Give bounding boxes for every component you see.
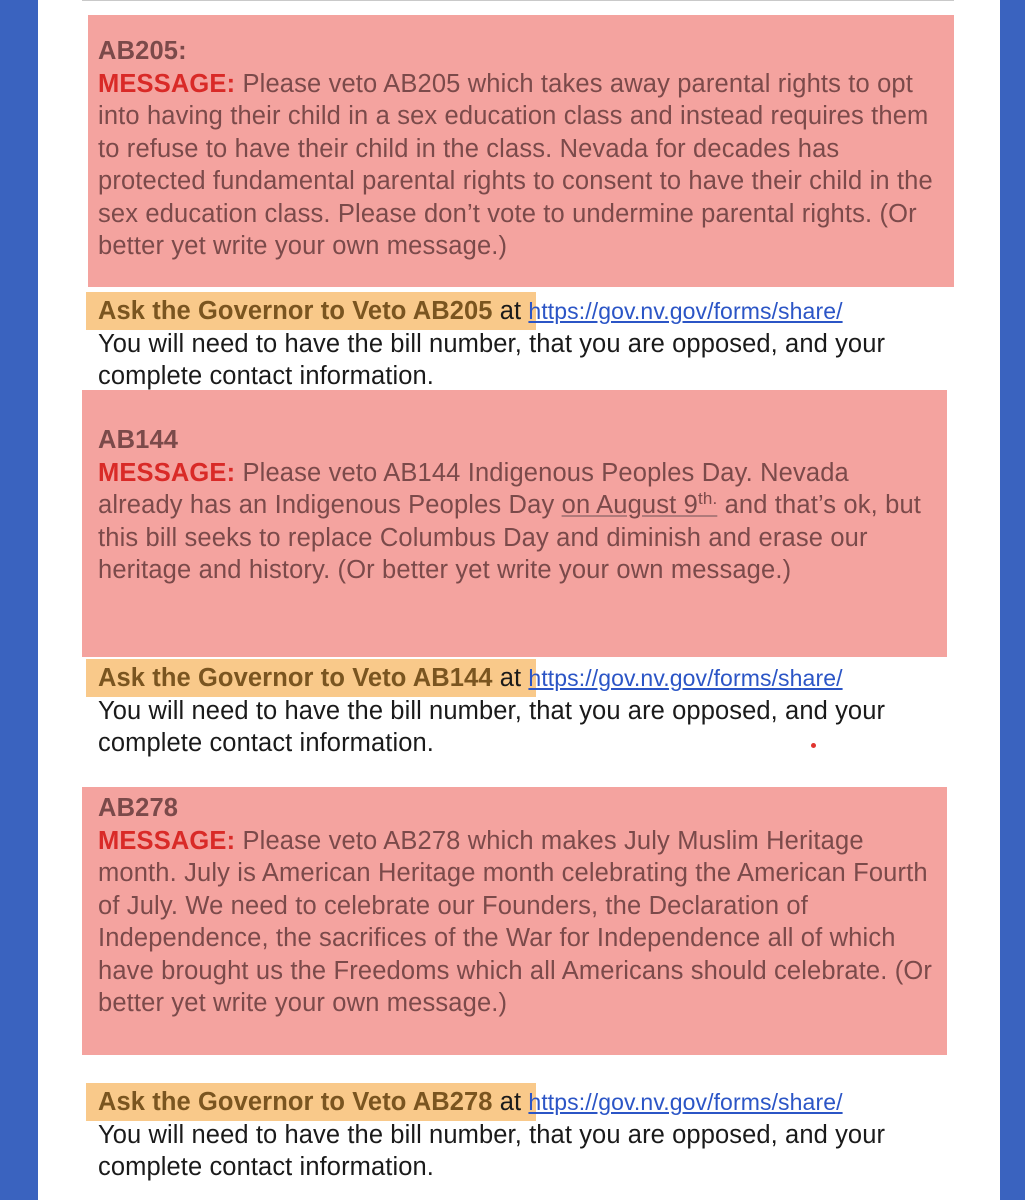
requirements-note: You will need to have the bill number, that you are opposed, and your complete contact information. (98, 329, 886, 390)
requirements-note: You will need to have the bill number, that you are opposed, and your complete contact information. (98, 1120, 886, 1181)
message-label: MESSAGE: (98, 458, 236, 487)
ask-ab144 (98, 662, 958, 760)
ask-governor-label: Ask the Governor to Veto AB278 (98, 1088, 493, 1116)
ask-governor-label: Ask the Governor to Veto AB144 (98, 664, 493, 692)
at-word: at (499, 297, 522, 325)
right-blue-border (1000, 0, 1025, 1200)
left-blue-border (0, 0, 38, 1200)
ask-governor-label: Ask the Governor to Veto AB205 (98, 297, 493, 325)
red-dot-mark (811, 743, 816, 748)
message-body-cont: and that’s ok, but this bill seeks to replace Columbus Day and diminish and erase our heritage and history. (Or better yet write your own message.) (98, 491, 922, 584)
requirements-note: You will need to have the bill number, that you are opposed, and your complete contact information. (98, 696, 886, 757)
bill-number: AB278 (98, 794, 179, 822)
message-ab144 (98, 424, 938, 587)
message-label: MESSAGE: (98, 826, 236, 855)
share-form-link[interactable]: https://gov.nv.gov/forms/share/ (528, 298, 843, 324)
share-form-link[interactable]: https://gov.nv.gov/forms/share/ (528, 1089, 843, 1115)
share-form-link[interactable]: https://gov.nv.gov/forms/share/ (528, 665, 843, 691)
message-body: Please veto AB205 which takes away parental rights to opt into having their child in a sex education class and instead requires them to refuse to have their child in the class. Nevada for decades has protected fundamental parental rights to consent to have their child in the sex education class. Please don’t vote to undermine parental rights. (Or better yet write your own message.) (98, 69, 933, 260)
message-date: on August $9^{th.}$ (561, 489, 718, 519)
at-word: at (499, 664, 522, 692)
ask-ab205 (98, 295, 958, 393)
bill-number: AB144 (98, 426, 179, 454)
message-body: Please veto AB278 which makes July Muslim Heritage month. July is American Heritage month celebrating the American Fourth of July. We need to celebrate our Founders, the Declaration of Independence, the sacrifices of the War for Independence all of which have brought us the Freedoms which all Americans should celebrate. (Or better yet write your own message.) (98, 826, 932, 1017)
message-label: MESSAGE: (98, 69, 236, 98)
message-ab278 (98, 792, 938, 1020)
date-suffix: th. (697, 489, 718, 508)
ask-ab278 (98, 1086, 958, 1184)
message-ab205 (98, 35, 938, 263)
message-body: Please veto AB144 Indigenous Peoples Day. Nevada already has an Indigenous Peoples Day (98, 458, 849, 519)
bill-number: AB205: (98, 37, 187, 65)
top-divider (82, 0, 954, 1)
at-word: at (499, 1088, 522, 1116)
